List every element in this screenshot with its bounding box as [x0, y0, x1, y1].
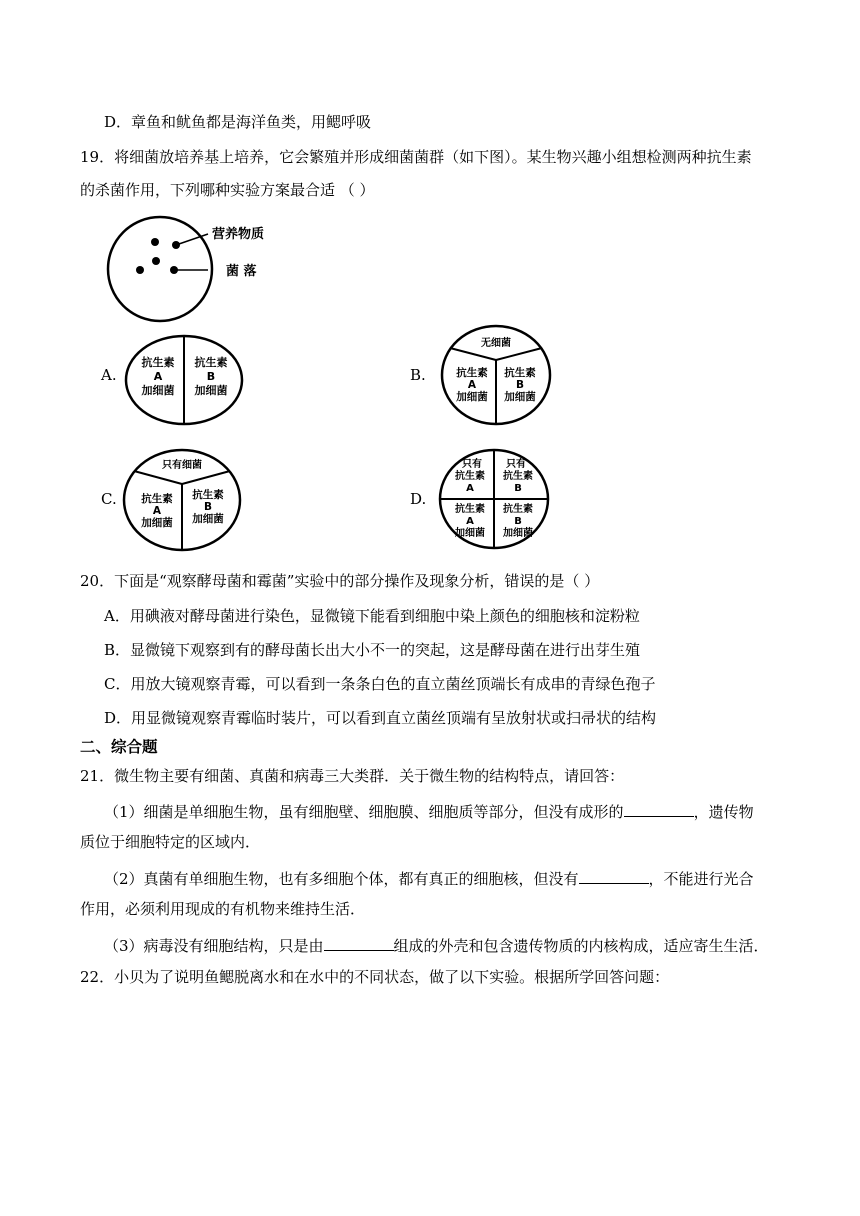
q19-stem-line2: 的杀菌作用，下列哪种实验方案最合适 （ ）: [80, 181, 375, 199]
svg-text:加细菌: 加细菌: [504, 391, 536, 403]
colony-dot: [151, 238, 159, 246]
answer-blank-1[interactable]: [624, 800, 694, 817]
q21-part1: （1）细菌是单细胞生物，虽有细胞壁、细胞膜、细胞质等部分，但没有成形的 ，遗传物: [104, 800, 754, 822]
svg-text:加细菌: 加细菌: [192, 513, 224, 525]
svg-text:B: B: [514, 516, 522, 527]
svg-text:A: A: [153, 370, 163, 383]
q19-option-b-label: B.: [410, 366, 426, 384]
svg-text:B: B: [206, 370, 216, 383]
svg-text:加细菌: 加细菌: [141, 517, 173, 529]
q20-option-b: B．显微镜下观察到有的酵母菌长出大小不一的突起，这是酵母菌在进行出芽生殖: [104, 641, 641, 659]
q20-option-a: A．用碘液对酵母菌进行染色，显微镜下能看到细胞中染上颜色的细胞核和淀粉粒: [104, 607, 640, 625]
svg-text:无细菌: 无细菌: [481, 338, 511, 349]
q18-option-d: D．章鱼和鱿鱼都是海洋鱼类，用鳃呼吸: [104, 113, 372, 131]
q21-part2-line2: 作用，必须利用现成的有机物来维持生活．: [80, 900, 366, 918]
svg-text:抗生素: 抗生素: [455, 471, 485, 482]
svg-text:抗生素: 抗生素: [456, 367, 488, 379]
q21-part1-line2: 质位于细胞特定的区域内．: [80, 833, 261, 851]
svg-text:只有: 只有: [462, 459, 482, 470]
svg-text:只有细菌: 只有细菌: [162, 460, 202, 471]
svg-text:抗生素: 抗生素: [194, 356, 228, 369]
svg-text:只有: 只有: [506, 459, 526, 470]
svg-text:抗生素: 抗生素: [141, 356, 175, 369]
svg-text:A: A: [466, 483, 474, 494]
label-nutrient: 营养物质: [212, 227, 265, 242]
q21-part2: （2）真菌有单细胞生物，也有多细胞个体，都有真正的细胞核，但没有 ，不能进行光合: [104, 867, 754, 889]
q19-option-b-diagram: [438, 322, 554, 428]
svg-text:抗生素: 抗生素: [192, 489, 224, 501]
svg-text:A: A: [467, 379, 477, 391]
svg-text:加细菌: 加细菌: [141, 384, 175, 397]
svg-text:加细菌: 加细菌: [455, 528, 485, 539]
svg-text:抗生素: 抗生素: [455, 504, 485, 515]
q19-option-a-diagram: [122, 332, 246, 428]
svg-text:抗生素: 抗生素: [503, 471, 533, 482]
colony-dot: [152, 257, 160, 265]
q19-option-d-label: D.: [410, 490, 427, 508]
section-title: 二、综合题: [80, 738, 158, 756]
q21-stem: 21．微生物主要有细菌、真菌和病毒三大类群．关于微生物的结构特点，请回答：: [80, 767, 625, 785]
q22-stem: 22．小贝为了说明鱼鳃脱离水和在水中的不同状态，做了以下实验。根据所学回答问题：: [80, 968, 670, 986]
label-colony: 菌 落: [226, 264, 257, 279]
svg-text:A: A: [466, 516, 474, 527]
svg-text:加细菌: 加细菌: [456, 391, 488, 403]
svg-text:抗生素: 抗生素: [503, 504, 533, 515]
svg-text:加细菌: 加细菌: [503, 528, 533, 539]
svg-text:A: A: [152, 505, 162, 517]
answer-blank-2[interactable]: [579, 867, 649, 884]
petri-dish-figure: [100, 212, 290, 328]
q19-option-c-diagram: [120, 446, 244, 554]
svg-text:加细菌: 加细菌: [194, 384, 228, 397]
answer-blank-3[interactable]: [324, 934, 394, 951]
q19-option-a-label: A.: [101, 366, 117, 384]
svg-text:B: B: [515, 379, 525, 391]
q19-option-c-label: C.: [101, 490, 117, 508]
svg-text:抗生素: 抗生素: [504, 367, 536, 379]
q19-stem-line1: 19．将细菌放培养基上培养，它会繁殖并形成细菌菌群（如下图）。某生物兴趣小组想检测两种抗生素: [80, 148, 752, 166]
q20-option-c: C．用放大镜观察青霉，可以看到一条条白色的直立菌丝顶端长有成串的青绿色孢子: [104, 675, 656, 693]
svg-text:抗生素: 抗生素: [141, 493, 173, 505]
q20-option-d: D．用显微镜观察青霉临时装片，可以看到直立菌丝顶端有呈放射状或扫帚状的结构: [104, 709, 657, 727]
q19-option-d-diagram: [436, 446, 552, 552]
svg-text:B: B: [514, 483, 522, 494]
colony-dot: [136, 266, 144, 274]
q21-part3: （3）病毒没有细胞结构，只是由 组成的外壳和包含遗传物质的内核构成，适应寄生生活．: [104, 934, 769, 956]
svg-text:B: B: [203, 501, 213, 513]
q20-stem: 20．下面是“观察酵母菌和霉菌”实验中的部分操作及现象分析，错误的是（ ）: [80, 572, 600, 590]
